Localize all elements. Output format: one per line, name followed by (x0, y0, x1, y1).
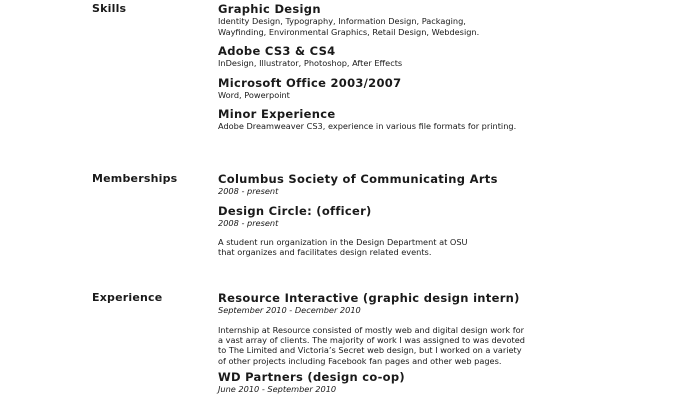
membership-title: Design Circle: (officer) (218, 203, 372, 218)
skill-title: Microsoft Office 2003/2007 (218, 75, 402, 90)
skill-detail-line: Adobe Dreamweaver CS3, experience in various file formats for printing. (218, 121, 517, 131)
experience-date: June 2010 - September 2010 (218, 384, 337, 395)
skill-detail-line: Wayfinding, Environmental Graphics, Retail Design, Webdesign. (218, 26, 480, 37)
experience-label: Experience (92, 291, 163, 304)
memberships-list (218, 172, 598, 258)
experience-title: WD Partners (design co-op) (218, 370, 405, 385)
experience-desc-line: a vast array of clients. The majority of work I was assigned to was devoted (218, 334, 525, 345)
skill-entry (218, 107, 598, 132)
memberships-label: Memberships (92, 172, 178, 185)
skill-entry (218, 2, 598, 37)
membership-desc-line: A student run organization in the Design Department at OSU (218, 237, 468, 247)
experience-entry (218, 370, 598, 395)
skill-detail-line: Word, Powerpoint (218, 89, 290, 100)
membership-desc-line: that organizes and facilitates design related events. (218, 247, 432, 258)
skill-title: Adobe CS3 & CS4 (218, 44, 336, 58)
skill-entry (218, 76, 598, 101)
membership-entry (218, 204, 598, 258)
skill-detail-line: Identity Design, Typography, Information Design, Packaging, (218, 16, 466, 26)
skill-title: Graphic Design (218, 2, 321, 16)
membership-title: Columbus Society of Communicating Arts (218, 172, 498, 186)
experience-list (218, 291, 598, 395)
membership-date: 2008 - present (218, 186, 279, 196)
skills-label: Skills (92, 2, 127, 15)
experience-desc-line: Internship at Resource consisted of mostly web and digital design work for (218, 324, 525, 335)
skills-list (218, 2, 598, 132)
experience-title: Resource Interactive (graphic design intern) (218, 291, 520, 305)
skill-entry (218, 44, 598, 69)
experience-date: September 2010 - December 2010 (218, 305, 361, 315)
experience-desc-line: of other projects including Facebook fan pages and other web pages. (218, 355, 502, 366)
skill-title: Minor Experience (218, 107, 336, 121)
membership-entry (218, 172, 598, 197)
experience-desc-line: to The Limited and Victoria’s Secret web design, but I worked on a variety (218, 345, 522, 356)
membership-date: 2008 - present (218, 217, 279, 228)
experience-entry (218, 291, 598, 366)
skill-detail-line: InDesign, Illustrator, Photoshop, After Effects (218, 58, 403, 68)
